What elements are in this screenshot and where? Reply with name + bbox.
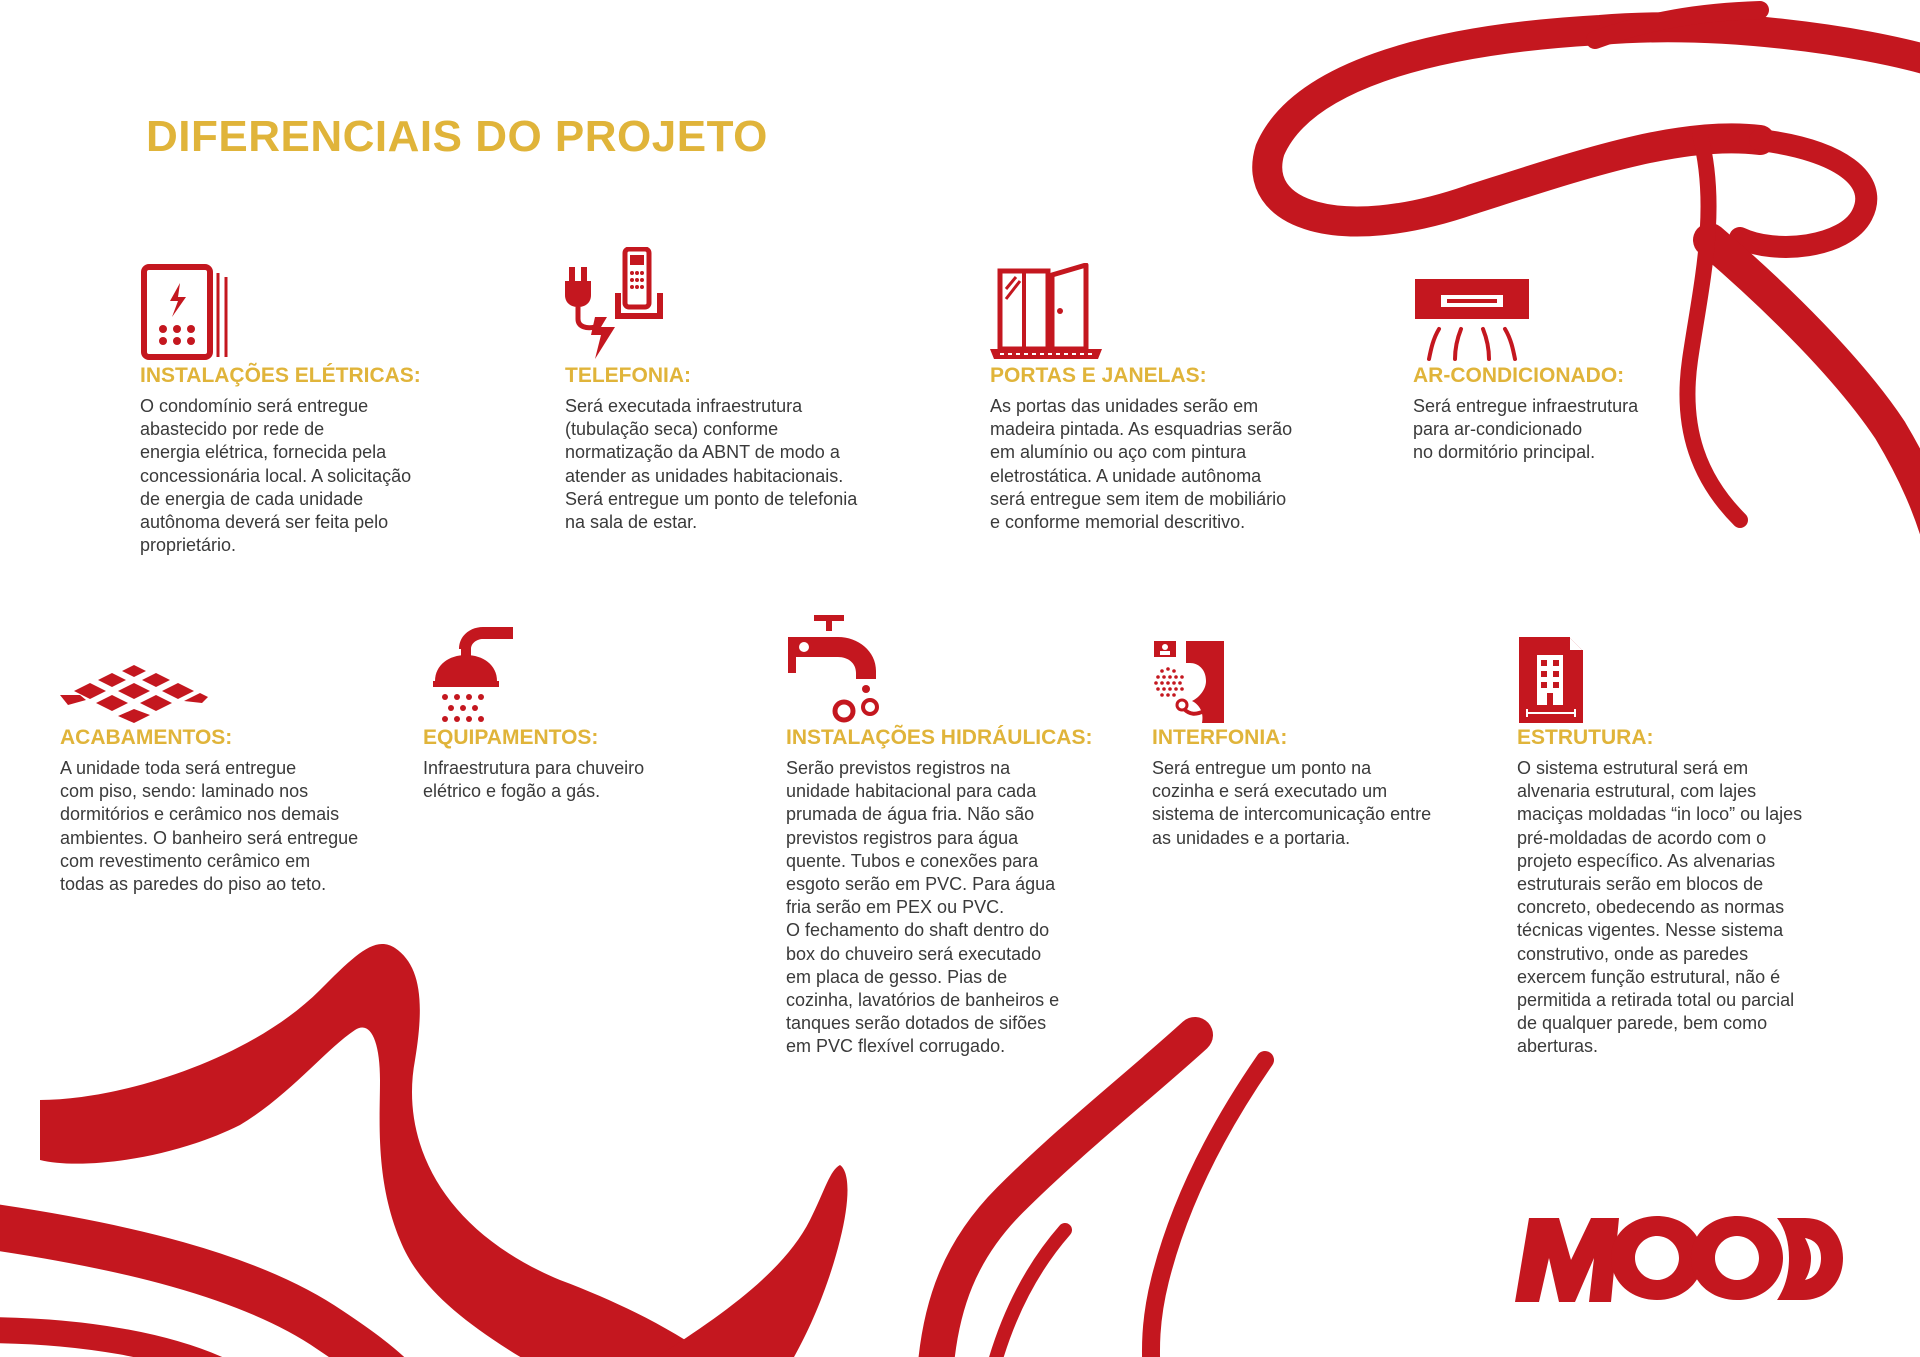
feature-description: O sistema estrutural será em alvenaria estrutural, com lajes maciças moldadas “in loco” ou lajes pré-moldadas de acordo com o projeto específico. As alvenarias estruturais serão em blocos de concreto, obedecendo as normas técnicas vigentes. Nesse sistema construtivo, onde as paredes exercem função estrutural, não é permitida a retirada total ou parcial de qualquer parede, bem como aberturas. [1517, 758, 1803, 1057]
door-window-icon [990, 243, 1360, 363]
feature-description: O condomínio será entregue abastecido por rede de energia elétrica, fornecida pela concessionária local. A solicitação de energia de cada unidade autônoma deverá ser feita pelo proprietário. [140, 396, 412, 556]
page-title: DIFERENCIAIS DO PROJETO [146, 112, 768, 161]
intercom-icon [1152, 605, 1502, 725]
feature-description: Será entregue infraestrutura para ar-condicionado no dormitório principal. [1413, 396, 1639, 463]
feature-description: Serão previstos registros na unidade habitacional para cada prumada de água fria. Não são previstos registros para água quente. Tubos e conexões para esgoto serão em PVC. Para água fria serão em PEX ou PVC. O fechamento do shaft dentro do box do chuveiro será executado em placa de gesso. Pias de cozinha, lavatórios de banheiros e tanques serão dotados de sifões em PVC flexível corrugado. [786, 758, 1060, 1057]
feature-instalacoes-hidraulicas [786, 605, 1126, 1059]
building-plan-icon [1517, 605, 1877, 725]
mood-logo [1515, 1212, 1845, 1304]
feature-title: INSTALAÇÕES ELÉTRICAS: [140, 364, 421, 387]
feature-title: EQUIPAMENTOS: [423, 726, 599, 749]
feature-description: Será entregue um ponto na cozinha e será executado um sistema de intercomunicação entre as unidades e a portaria. [1152, 758, 1432, 848]
feature-title: ESTRUTURA: [1517, 726, 1654, 749]
feature-title: PORTAS E JANELAS: [990, 364, 1207, 387]
feature-description: Será executada infraestrutura (tubulação seca) conforme normatização da ABNT de modo a atender as unidades habitacionais. Será entregue um ponto de telefonia na sala de estar. [565, 396, 858, 533]
plug-and-phone-icon [565, 243, 925, 363]
feature-description: Infraestrutura para chuveiro elétrico e fogão a gás. [423, 758, 645, 802]
feature-title: AR-CONDICIONADO: [1413, 364, 1625, 387]
feature-instalacoes-eletricas [140, 243, 480, 557]
feature-title: ACABAMENTOS: [60, 726, 233, 749]
electrical-panel-icon [140, 243, 480, 363]
feature-acabamentos [60, 605, 420, 896]
feature-equipamentos [423, 605, 753, 803]
feature-title: TELEFONIA: [565, 364, 691, 387]
feature-title: INTERFONIA: [1152, 726, 1288, 749]
feature-interfonia [1152, 605, 1502, 850]
feature-description: As portas das unidades serão em madeira pintada. As esquadrias serão em alumínio ou aço com pintura eletrostática. A unidade autônoma será entregue sem item de mobiliário e conforme memorial descritivo. [990, 396, 1293, 533]
feature-estrutura [1517, 605, 1877, 1059]
feature-title: INSTALAÇÕES HIDRÁULICAS: [786, 726, 1093, 749]
faucet-icon [786, 605, 1126, 725]
feature-ar-condicionado [1413, 243, 1733, 465]
feature-telefonia [565, 243, 925, 534]
shower-icon [423, 605, 753, 725]
feature-description: A unidade toda será entregue com piso, sendo: laminado nos dormitórios e cerâmico nos demais ambientes. O banheiro será entregue com revestimento cerâmico em todas as paredes do piso ao teto. [60, 758, 359, 895]
air-conditioner-icon [1413, 243, 1733, 363]
floor-tiles-icon [60, 605, 420, 725]
feature-portas-e-janelas [990, 243, 1360, 534]
